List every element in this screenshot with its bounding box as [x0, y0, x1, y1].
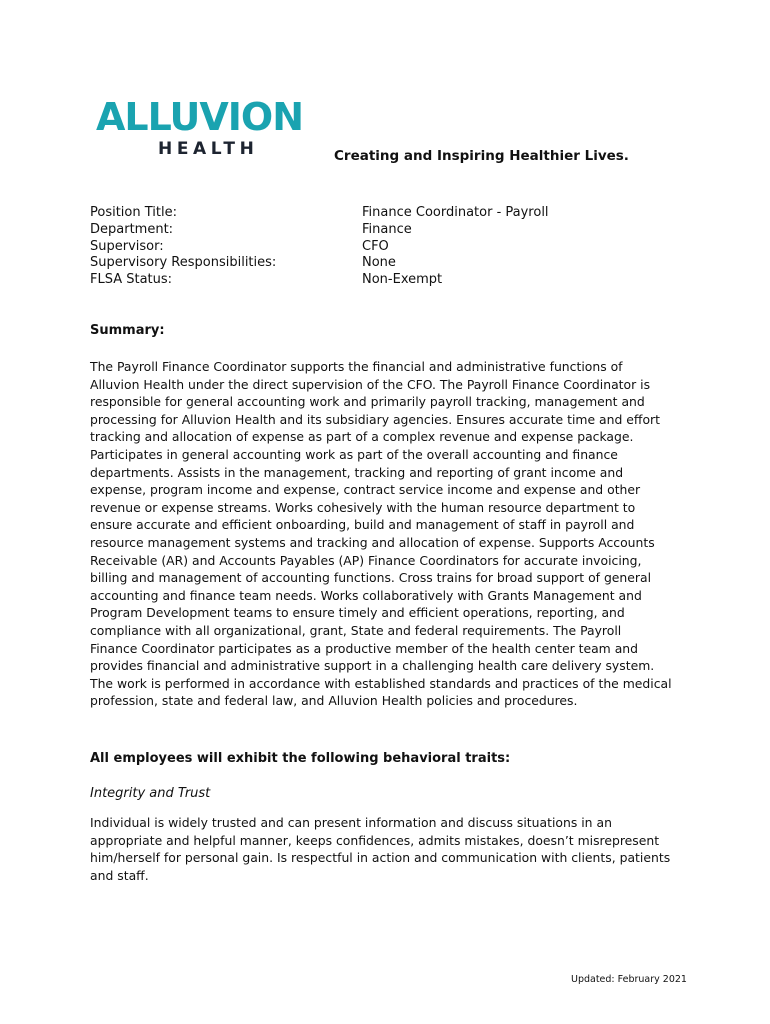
- trait-paragraph: [90, 814, 690, 884]
- trait-line: and staff.: [90, 867, 149, 883]
- summary-line: The work is performed in accordance with established standards and practices of the medical: [90, 675, 672, 691]
- summary-line: Alluvion Health under the direct supervision of the CFO. The Payroll Finance Coordinator is: [90, 376, 651, 392]
- tagline: Creating and Inspiring Healthier Lives.: [334, 148, 629, 164]
- summary-line: Participates in general accounting work as part of the overall accounting and finance: [90, 446, 618, 462]
- summary-line: provides financial and administrative support in a challenging health care delivery system.: [90, 658, 655, 674]
- value-position-title: Finance Coordinator - Payroll: [362, 205, 549, 220]
- summary-line: Finance Coordinator participates as a productive member of the health center team and: [90, 640, 639, 656]
- trait-line: Individual is widely trusted and can present information and discuss situations in an: [90, 815, 612, 830]
- position-info-labels: [90, 205, 276, 289]
- alluvion-health-logo: [96, 96, 328, 162]
- label-supervisor: Supervisor:: [90, 238, 164, 254]
- updated-date: Updated: February 2021: [571, 974, 687, 985]
- summary-line: ensure accurate and efficient onboarding, build and management of staff in payroll and: [90, 517, 635, 533]
- summary-line: billing and management of accounting functions. Cross trains for broad support of general: [90, 570, 652, 586]
- value-supervisory-responsibilities: None: [362, 255, 396, 271]
- value-flsa-status: Non-Exempt: [362, 272, 443, 288]
- summary-line: Program Development teams to ensure timely and efficient operations, reporting, and: [90, 605, 625, 621]
- summary-line: tracking and allocation of expense as part of a complex revenue and expense package.: [90, 429, 634, 445]
- summary-line: The Payroll Finance Coordinator supports the financial and administrative functions of: [90, 359, 623, 374]
- trait-title-integrity: Integrity and Trust: [90, 786, 211, 801]
- label-supervisory-responsibilities: Supervisory Responsibilities:: [90, 255, 277, 271]
- summary-line: expense, program income and expense, contract service income and expense and other: [90, 482, 641, 498]
- trait-line: appropriate and helpful manner, keeps confidences, admits mistakes, doesn’t misrepresent: [90, 832, 660, 848]
- summary-line: responsible for general accounting work and primarily payroll tracking, management and: [90, 394, 645, 410]
- summary-line: Receivable (AR) and Accounts Payables (AP) Finance Coordinators for accurate invoicing,: [90, 552, 642, 568]
- traits-heading: All employees will exhibit the following behavioral traits:: [90, 751, 511, 766]
- summary-line: revenue or expense streams. Works cohesively with the human resource department to: [90, 499, 636, 515]
- trait-line: him/herself for personal gain. Is respectful in action and communication with clients, patients: [90, 850, 671, 866]
- summary-heading: Summary:: [90, 323, 165, 338]
- summary-line: accounting and finance team needs. Works collaboratively with Grants Management and: [90, 587, 642, 603]
- logo-sub-text: HEALTH: [158, 139, 259, 159]
- summary-line: processing for Alluvion Health and its subsidiary agencies. Ensures accurate time and effort: [90, 411, 660, 427]
- summary-line: resource management systems and tracking and allocation of expense. Supports Accounts: [90, 534, 655, 550]
- logo-brand-text: ALLUVION: [96, 95, 303, 139]
- label-department: Department:: [90, 221, 174, 237]
- summary-paragraph: [90, 358, 690, 710]
- value-supervisor: CFO: [362, 238, 389, 254]
- position-info-values: [362, 205, 549, 289]
- value-department: Finance: [362, 221, 412, 237]
- summary-line: departments. Assists in the management, tracking and reporting of grant income and: [90, 464, 624, 480]
- label-position-title: Position Title:: [90, 205, 177, 220]
- summary-line: compliance with all organizational, grant, State and federal requirements. The Payroll: [90, 622, 622, 638]
- summary-line: profession, state and federal law, and Alluvion Health policies and procedures.: [90, 693, 578, 709]
- label-flsa-status: FLSA Status:: [90, 272, 173, 288]
